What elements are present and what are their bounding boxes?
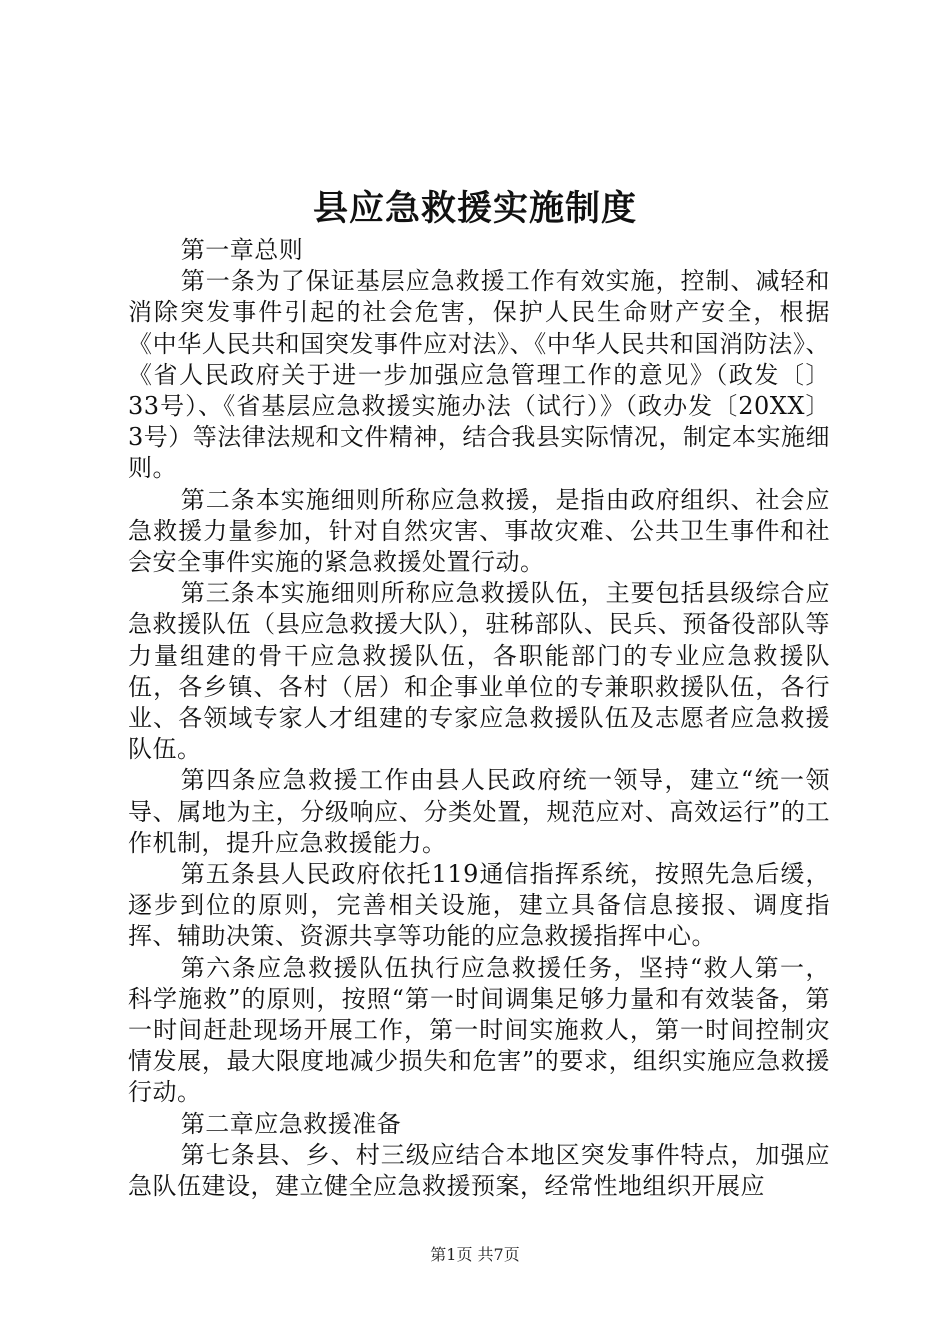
article-paragraph: 第六条应急救援队伍执行应急救援任务，坚持“救人第一，科学施救”的原则，按照“第一时间调集足够力量和有效装备，第一时间赶赴现场开展工作，第一时间实施救人，第一时间控制灾情发展，最大限度地减少损失和危害”的要求，组织实施应急救援行动。 (128, 953, 830, 1107)
article-paragraph: 第一条为了保证基层应急救援工作有效实施，控制、减轻和消除突发事件引起的社会危害，保护人民生命财产安全，根据《中华人民共和国突发事件应对法》、《中华人民共和国消防法》、《省人民政府关于进一步加强应急管理工作的意见》（政发〔〕33号）、《省基层应急救援实施办法（试行）》（政办发〔20XX〕3号）等法律法规和文件精神，结合我县实际情况，制定本实施细则。 (128, 267, 830, 483)
chapter-heading: 第二章应急救援准备 (180, 1109, 402, 1138)
document-title: 县应急救援实施制度 (312, 188, 637, 229)
article-paragraph: 第三条本实施细则所称应急救援队伍，主要包括县级综合应急救援队伍（县应急救援大队），驻秭部队、民兵、预备役部队等力量组建的骨干应急救援队伍，各职能部门的专业应急救援队伍，各乡镇、各村（居）和企事业单位的专兼职救援队伍，各行业、各领域专家人才组建的专家应急救援队伍及志愿者应急救援队伍。 (128, 579, 830, 764)
document-body (128, 235, 830, 1202)
article-paragraph: 第五条县人民政府依托119通信指挥系统，按照先急后缓，逐步到位的原则，完善相关设施，建立具备信息接报、调度指挥、辅助决策、资源共享等功能的应急救援指挥中心。 (128, 860, 830, 951)
article-paragraph: 第二条本实施细则所称应急救援，是指由政府组织、社会应急救援力量参加，针对自然灾害、事故灾难、公共卫生事件和社会安全事件实施的紧急救援处置行动。 (128, 485, 830, 577)
page-number-footer: 第1页 共7页 (430, 1245, 520, 1264)
article-paragraph: 第七条县、乡、村三级应结合本地区突发事件特点，加强应急队伍建设，建立健全应急救援预案，经常性地组织开展应 (128, 1140, 830, 1201)
article-paragraph: 第四条应急救援工作由县人民政府统一领导，建立“统一领导、属地为主，分级响应、分类处置，规范应对、高效运行”的工作机制，提升应急救援能力。 (128, 766, 830, 857)
chapter-heading: 第一章总则 (180, 236, 304, 264)
